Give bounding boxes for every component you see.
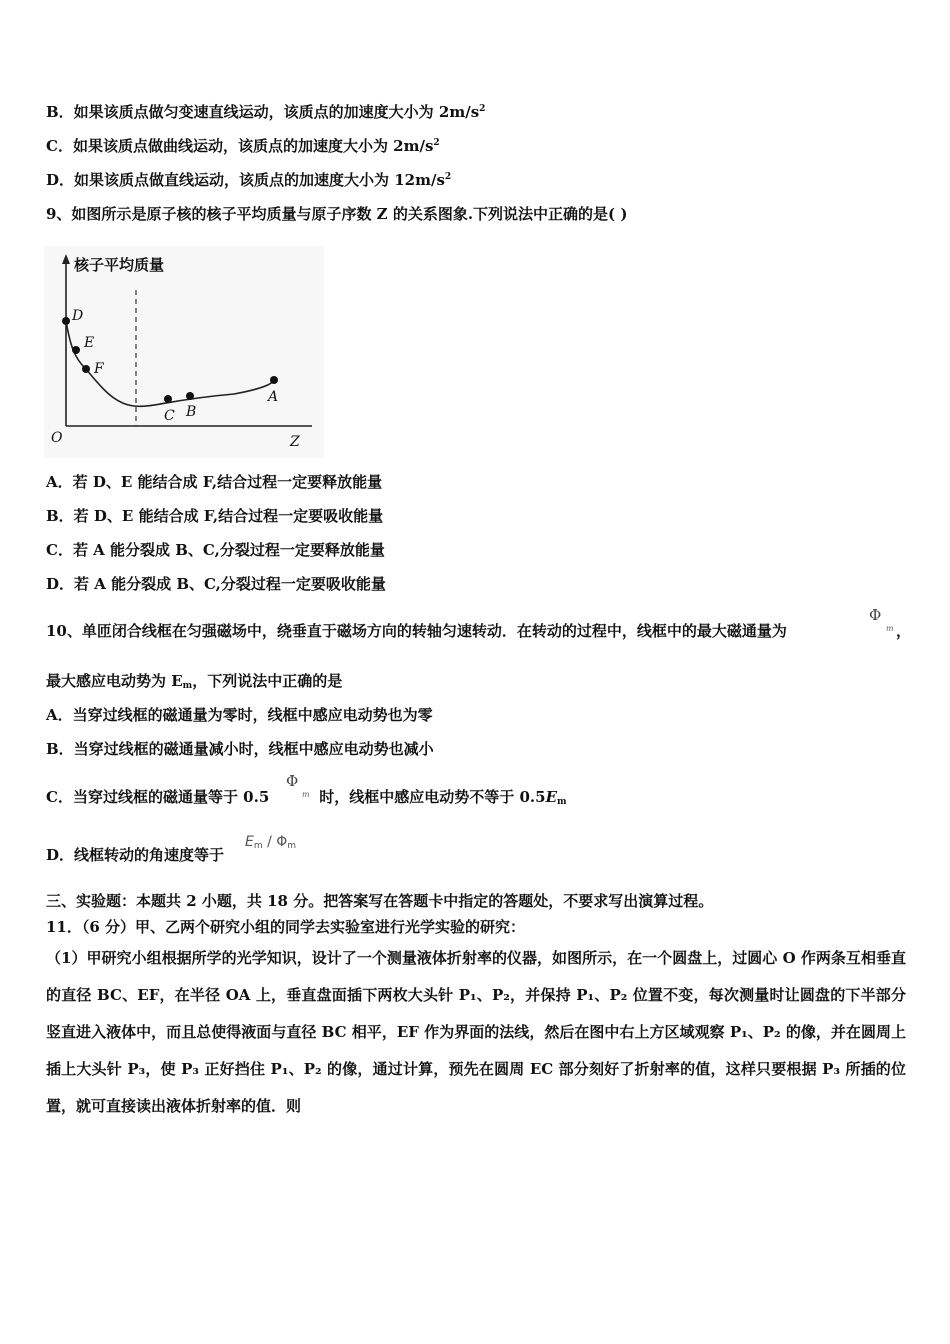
label-a: A <box>268 389 279 405</box>
origin-label: O <box>51 430 63 446</box>
y-axis-label: 核子平均质量 <box>74 256 165 274</box>
q10-c-phi-sub: m <box>302 790 310 799</box>
q9-option-a: A．若 D、E 能结合成 F,结合过程一定要释放能量 <box>46 473 383 491</box>
point-c <box>164 395 172 403</box>
label-e: E <box>84 335 95 351</box>
q10-phi-sub: m <box>886 624 894 633</box>
q10-comma: ， <box>896 622 912 640</box>
q8-option-b: B．如果该质点做匀变速直线运动，该质点的加速度大小为 $2m/s^2$ <box>46 103 486 121</box>
point-d <box>62 317 70 325</box>
q10-d-formula: $E_m / \Phi_m$ <box>245 834 297 851</box>
q11-stem: 11．（6 分）甲、乙两个研究小组的同学去实验室进行光学实验的研究： <box>46 918 526 936</box>
q10-stem-line1: 10、单匝闭合线框在匀强磁场中，绕垂直于磁场方向的转轴匀速转动．在转动的过程中，线框中的最大磁通量为 <box>46 622 787 640</box>
point-a <box>270 376 278 384</box>
q8-option-d: D．如果该质点做直线运动，该质点的加速度大小为 $12m/s^2$ <box>46 171 452 189</box>
q8-option-c: C．如果该质点做曲线运动，该质点的加速度大小为 $2m/s^2$ <box>46 137 440 155</box>
q9-stem: 9、如图所示是原子核的核子平均质量与原子序数 Z 的关系图象.下列说法中正确的是( ) <box>46 205 628 223</box>
y-axis-arrow <box>62 254 70 264</box>
q10-stem-line2: 最大感应电动势为 $E_m$，下列说法中正确的是 <box>46 672 343 691</box>
label-b: B <box>186 404 197 420</box>
point-b <box>186 392 194 400</box>
q10-option-a: A．当穿过线框的磁通量为零时，线框中感应电动势也为零 <box>46 706 433 724</box>
q10-option-b: B．当穿过线框的磁通量减小时，线框中感应电动势也减小 <box>46 740 434 758</box>
q10-option-c: C．当穿过线框的磁通量等于 0.5 时，线框中感应电动势不等于 $0.5E_m$ <box>46 788 567 807</box>
point-f <box>82 365 90 373</box>
label-f: F <box>94 361 104 377</box>
q10-phi-symbol: Φ <box>869 606 882 624</box>
q11-part1: （1）甲研究小组根据所学的光学知识，设计了一个测量液体折射率的仪器，如图所示，在一个圆盘上，过圆心 O 作两条互相垂直的直径 BC、EF，在半径 OA 上，垂直盘面插下两枚大头针 P₁、P₂，并保持 P₁、P₂ 位置不变，每次测量时让圆盘的下半部分竖直进入液体中，而且总使得液面与直径 BC 相平，EF 作为界面的法线，然后在图中右上方区域观察 P₁、P₂ 的像，并在圆周上插上大头针 P₃，使 P₃ 正好挡住 P₁、P₂ 的像，通过计算，预先在圆周 EC 部分刻好了折射率的值，这样只要根据 P₃ 所插的位置，就可直接读出液体折射率的值．则 <box>46 949 906 1115</box>
label-c: C <box>164 408 175 424</box>
q9-figure <box>44 246 324 458</box>
q9-option-d: D．若 A 能分裂成 B、C,分裂过程一定要吸收能量 <box>46 575 386 593</box>
q10-c-phi-symbol: Φ <box>286 772 299 790</box>
point-e <box>72 346 80 354</box>
q10-option-d: D．线框转动的角速度等于 <box>46 846 225 864</box>
section3-heading: 三、实验题：本题共 2 小题，共 18 分。把答案写在答题卡中指定的答题处，不要求写出演算过程。 <box>46 892 714 910</box>
q9-option-c: C．若 A 能分裂成 B、C,分裂过程一定要释放能量 <box>46 541 385 559</box>
q9-option-b: B．若 D、E 能结合成 F,结合过程一定要吸收能量 <box>46 507 384 525</box>
x-axis-label: Z <box>290 434 300 450</box>
label-d: D <box>72 308 84 324</box>
